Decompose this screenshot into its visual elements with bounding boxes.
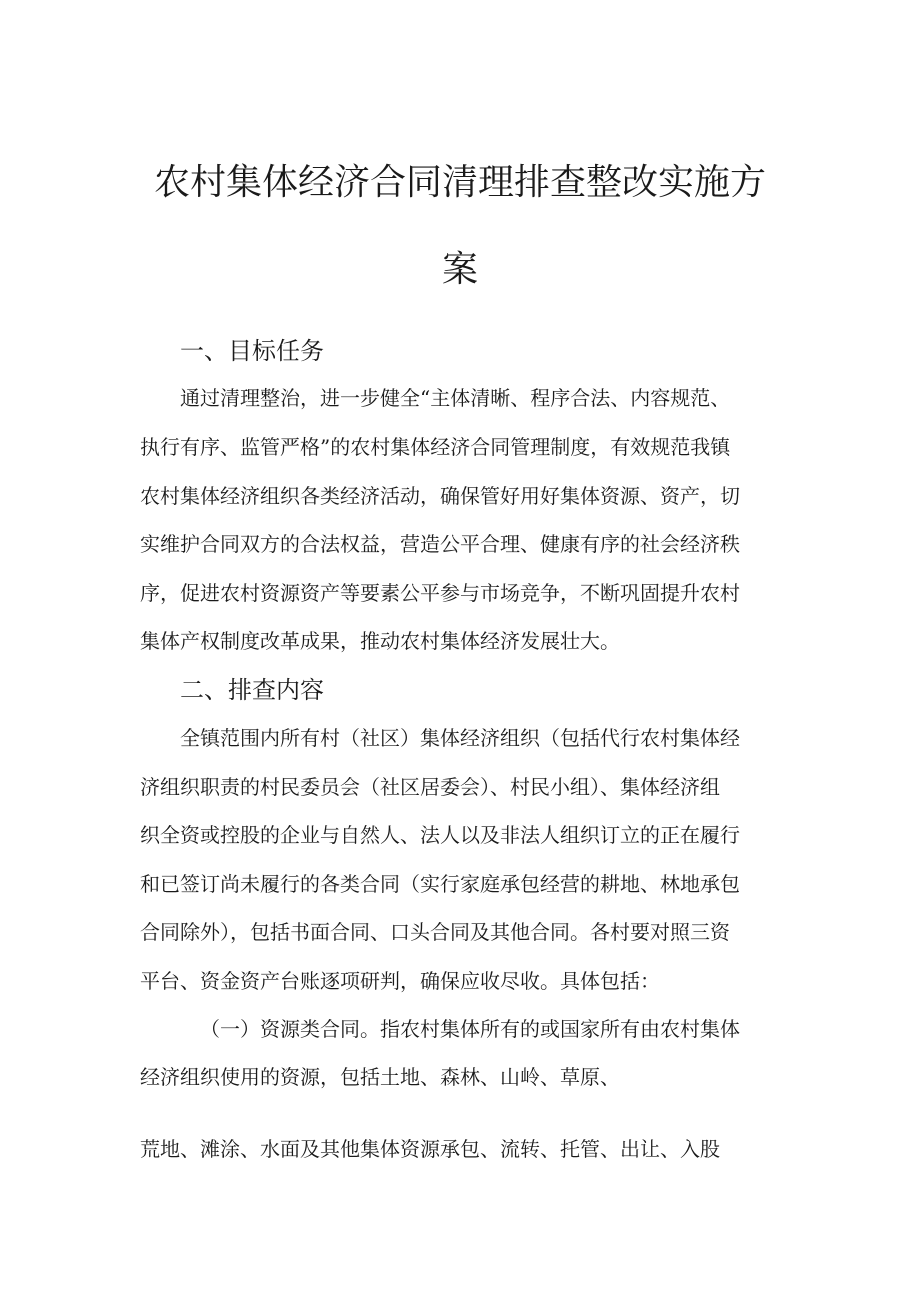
section-1-line: 序，促进农村资源资产等要素公平参与市场竞争，不断巩固提升农村 — [140, 581, 740, 605]
section-1-line: 通过清理整治，进一步健全“主体清晰、程序合法、内容规范、 — [180, 386, 731, 410]
section-2-line: 全镇范围内所有村（社区）集体经济组织（包括代行农村集体经 — [180, 726, 740, 750]
document-title-line-2: 案 — [441, 249, 478, 290]
section-1-heading: 一、目标任务 — [180, 337, 324, 365]
section-1-line: 实维护合同双方的合法权益，营造公平合理、健康有序的社会经济秩 — [140, 532, 740, 556]
section-2-line: 和已签订尚未履行的各类合同（实行家庭承包经营的耕地、林地承包 — [140, 872, 740, 896]
section-2-line: 荒地、滩涂、水面及其他集体资源承包、流转、托管、出让、入股 — [140, 1137, 720, 1161]
section-2-line: 济组织职责的村民委员会（社区居委会）、村民小组）、集体经济组 — [140, 775, 720, 799]
section-2-line: 平台、资金资产台账逐项研判，确保应收尽收。具体包括： — [140, 969, 660, 993]
section-2-line: 经济组织使用的资源，包括土地、森林、山岭、草原、 — [140, 1065, 620, 1089]
section-2-line: 合同除外），包括书面合同、口头合同及其他合同。各村要对照三资 — [140, 920, 730, 944]
section-2-line: 织全资或控股的企业与自然人、法人以及非法人组织订立的正在履行 — [140, 823, 740, 847]
document-title-line-1: 农村集体经济合同清理排查整改实施方 — [153, 162, 766, 203]
section-1-line: 农村集体经济组织各类经济活动，确保管好用好集体资源、资产，切 — [140, 484, 740, 508]
section-1-line: 集体产权制度改革成果，推动农村集体经济发展壮大。 — [140, 629, 620, 653]
section-2-subitem-line: （一）资源类合同。指农村集体所有的或国家所有由农村集体 — [200, 1017, 740, 1041]
section-2-heading: 二、排查内容 — [180, 676, 324, 704]
section-1-line: 执行有序、监管严格”的农村集体经济合同管理制度，有效规范我镇 — [140, 435, 731, 459]
